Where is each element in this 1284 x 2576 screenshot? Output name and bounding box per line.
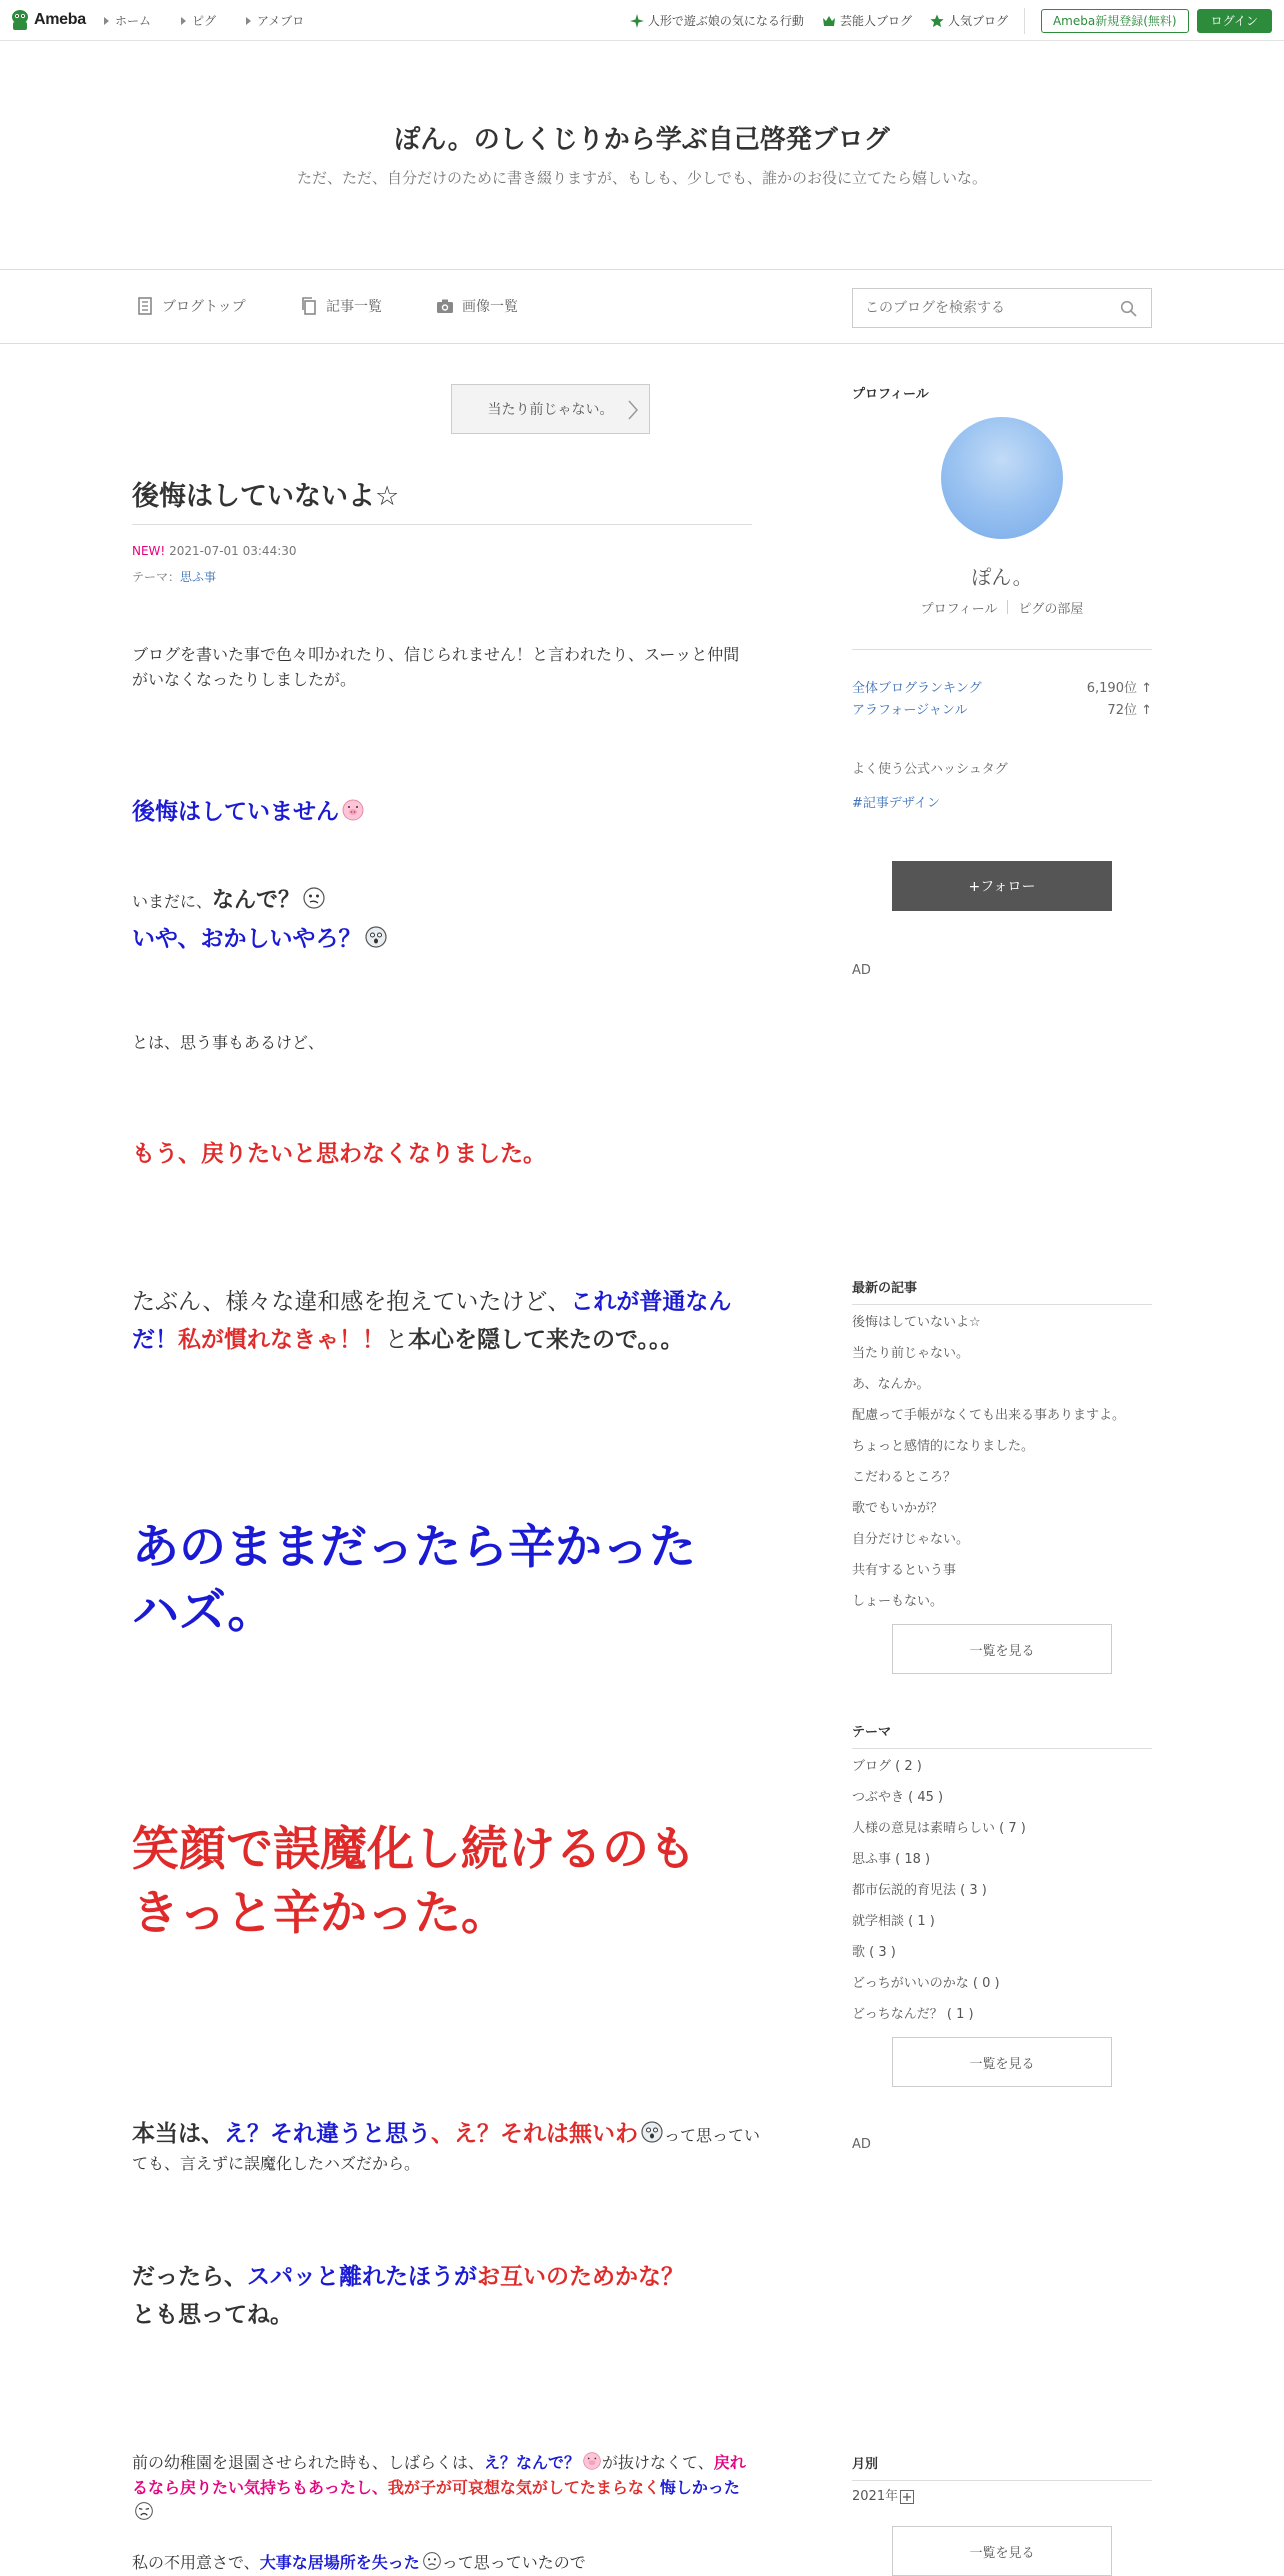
profile-heading — [852, 383, 1152, 402]
hashtag-heading: よく使う公式ハッシュタグ — [852, 762, 1008, 777]
confused-face-emoji-icon — [302, 886, 326, 910]
theme-link[interactable]: 思ふ事 ( 18 ) — [852, 1852, 931, 1867]
nav-pigg[interactable] — [181, 12, 216, 29]
sidebar-heading: プロフィール — [852, 387, 929, 402]
triangle-right-icon — [181, 17, 186, 25]
recent-entry-link[interactable]: あ、なんか。 — [852, 1377, 930, 1392]
profile-link[interactable]: プロフィール — [920, 602, 998, 617]
blog-title-area — [0, 41, 1284, 270]
body-text: が抜けなくて、 — [602, 2453, 714, 2472]
sad-face-emoji-icon — [422, 2551, 442, 2571]
search-icon[interactable] — [1120, 300, 1137, 317]
body-text: 前の幼稚園を退園させられた時も、しばらくは、 — [132, 2453, 485, 2472]
chevron-right-icon — [627, 399, 639, 421]
recent-entry-link[interactable]: こだわるところ？ — [852, 1470, 957, 1485]
blog-description: ただ、ただ、自分だけのために書き綴りますが、もしも、少しでも、誰かのお役に立てたら嬉しいな。 — [296, 169, 987, 187]
body-text-bold: 本当は、 — [132, 2121, 224, 2147]
shocked-face-emoji-icon — [640, 2120, 664, 2144]
ranking-value: 6,190位 ↑ — [1086, 681, 1152, 696]
copy-icon — [300, 297, 318, 315]
recent-entry-link[interactable]: 共有するという事 — [852, 1563, 957, 1578]
previous-entry-button[interactable] — [451, 384, 650, 434]
nav-image-list[interactable] — [436, 296, 518, 316]
ranking-row — [852, 677, 1152, 696]
recent-entry-link[interactable]: 自分だけじゃない。 — [852, 1532, 970, 1547]
previous-entry-label: 当たり前じゃない。 — [487, 402, 614, 418]
popular-blog-label: 人気ブログ — [947, 14, 1008, 28]
blog-title[interactable]: ぽん。のしくじりから学ぶ自己啓発ブログ — [394, 125, 890, 155]
ameba-mascot-icon — [10, 8, 30, 32]
entry-theme — [132, 568, 216, 585]
featured-blog-label: 人形で遊ぶ娘の気になる行動 — [647, 14, 804, 28]
pig-face-emoji-icon — [582, 2451, 602, 2471]
nav-home[interactable] — [104, 12, 151, 29]
triangle-right-icon — [104, 17, 109, 25]
theme-link[interactable]: つぶやき ( 45 ) — [852, 1790, 944, 1805]
entry-datetime: 2021-07-01 03:44:30 — [169, 544, 297, 558]
body-text: って思っていたので — [441, 2553, 586, 2572]
pig-face-emoji-icon — [341, 798, 365, 822]
sidebar-heading: 月別 — [852, 2457, 879, 2472]
sparkle-icon — [630, 14, 644, 28]
body-paragraph — [132, 2450, 752, 2525]
title-divider — [132, 524, 752, 525]
entry-title[interactable]: 後悔はしていないよ☆ — [132, 481, 400, 512]
body-text: とも思ってね。 — [132, 2302, 293, 2328]
body-text: たぶん、様々な違和感を抱えていたけど、 — [132, 1289, 571, 1315]
sidebar-divider — [852, 1304, 1152, 1305]
star-icon — [930, 14, 944, 28]
theme-link[interactable]: 歌 ( 3 ) — [852, 1945, 896, 1960]
body-text-blue: スパッと離れたほうが — [247, 2264, 477, 2290]
body-text: いや、おかしいやろ？ — [132, 926, 362, 952]
ranking-label[interactable]: 全体ブログランキング — [852, 681, 982, 696]
theme-link[interactable]: 思ふ事 — [180, 570, 217, 584]
recent-entry-link[interactable]: 当たり前じゃない。 — [852, 1346, 970, 1361]
camera-icon — [436, 297, 454, 315]
profile-links — [852, 598, 1152, 617]
nav-entry-list-label: 記事一覧 — [326, 299, 382, 315]
search-input[interactable] — [865, 300, 1115, 316]
body-line — [132, 920, 752, 953]
recent-entry-link[interactable]: 後悔はしていないよ☆ — [852, 1315, 981, 1330]
theme-link[interactable]: 人様の意見は素晴らしい ( 7 ) — [852, 1821, 1026, 1836]
body-heading: もう、戻りたいと思わなくなりました。 — [132, 1141, 546, 1167]
body-text: 後悔はしていません — [132, 799, 339, 825]
blog-nav — [0, 270, 1284, 344]
body-paragraph: とは、思う事もあるけど、 — [132, 1033, 325, 1052]
global-header — [0, 0, 1284, 41]
body-text: だったら、 — [132, 2264, 247, 2290]
blog-search — [852, 288, 1152, 328]
body-text-red: お互いのためかな？ — [477, 2264, 684, 2290]
logo-text: Ameba — [34, 11, 86, 28]
ranking-value: 72位 ↑ — [1107, 703, 1152, 718]
body-text-bold: 本心を隠して来たので。。。 — [408, 1327, 684, 1353]
ranking-row — [852, 699, 1152, 718]
body-paragraph — [132, 2120, 762, 2178]
hero-text: 笑顔で誤魔化し続けるのもきっと辛かった。 — [132, 1822, 696, 1941]
body-paragraph — [132, 2258, 762, 2334]
celebrity-blog-link[interactable] — [822, 12, 912, 29]
archive-year[interactable] — [852, 2481, 1152, 2512]
body-heading — [132, 793, 752, 826]
register-button[interactable]: Ameba新規登録(無料) — [1041, 9, 1189, 33]
body-text-red: え？それは無いわ — [454, 2121, 638, 2147]
expand-plus-icon[interactable] — [900, 2490, 914, 2504]
body-text: って思っていても、言えずに誤魔化したハズだから。 — [132, 2126, 761, 2173]
ad-label: AD — [852, 963, 871, 978]
nav-label: ホーム — [115, 14, 152, 28]
avatar[interactable] — [941, 417, 1063, 539]
hashtag-link[interactable]: #記事デザイン — [852, 796, 940, 811]
ad-label: AD — [852, 2137, 871, 2152]
ameba-logo[interactable] — [10, 8, 86, 32]
monthly-more-button[interactable]: 一覧を見る — [892, 2526, 1112, 2576]
new-badge: NEW! — [132, 544, 166, 558]
featured-blog-link[interactable] — [630, 12, 804, 29]
theme-link[interactable]: 就学相談 ( 1 ) — [852, 1914, 935, 1929]
popular-blog-link[interactable] — [930, 12, 1008, 29]
recent-entry-link[interactable]: 配慮って手帳がなくても出来る事ありますよ。 — [852, 1408, 1126, 1423]
follow-button[interactable]: +フォロー — [892, 861, 1112, 911]
body-text-blue: これが普通なんだ！ — [132, 1289, 732, 1353]
sidebar-heading: テーマ — [852, 1725, 892, 1740]
crying-face-emoji-icon — [134, 2501, 154, 2521]
hero-text: あのままだったら辛かったハズ。 — [132, 1520, 696, 1639]
pigg-room-link[interactable]: ピグの部屋 — [1018, 602, 1084, 617]
login-button[interactable]: ログイン — [1197, 9, 1272, 33]
theme-link[interactable]: どっちがいいのかな ( 0 ) — [852, 1976, 1000, 1991]
entry-meta — [132, 544, 297, 558]
nav-blog-top[interactable] — [136, 296, 246, 316]
body-paragraph: ブログを書いた事で色々叩かれたり、信じられません！と言われたり、スーッと仲間がいなくなったりしましたが。 — [132, 645, 740, 689]
body-text-emphasis: なんで？ — [212, 888, 301, 913]
body-text: いまだに、 — [132, 892, 213, 911]
nav-image-list-label: 画像一覧 — [462, 299, 518, 315]
recent-entry-link[interactable]: しょーもない。 — [852, 1594, 944, 1609]
body-line — [132, 883, 752, 914]
theme-link[interactable]: どっちなんだ？ ( 1 ) — [852, 2007, 974, 2022]
crown-icon — [822, 14, 836, 28]
body-paragraph — [132, 2550, 752, 2575]
theme-link[interactable]: ブログ ( 2 ) — [852, 1759, 922, 1774]
monthly-archive — [852, 2453, 1152, 2576]
body-text-blue: え？なんで？ — [484, 2453, 581, 2472]
sidebar-divider — [852, 1748, 1152, 1749]
nav-blog-top-label: ブログトップ — [162, 299, 246, 315]
theme-prefix: テーマ： — [132, 570, 181, 584]
triangle-right-icon — [246, 17, 251, 25]
recent-more-button[interactable]: 一覧を見る — [892, 1624, 1112, 1674]
recent-entries — [852, 1277, 1152, 1674]
body-text: 私の不用意さで、 — [132, 2553, 260, 2572]
theme-link[interactable]: 都市伝説的育児法 ( 3 ) — [852, 1883, 987, 1898]
body-text: と — [385, 1327, 408, 1353]
ranking-label[interactable]: アラフォージャンル — [852, 703, 968, 718]
document-icon — [136, 297, 154, 315]
header-divider — [1024, 8, 1025, 34]
recent-entry-link[interactable]: ちょっと感情的になりました。 — [852, 1439, 1035, 1454]
shocked-face-emoji-icon — [364, 925, 388, 949]
header-right — [612, 0, 1272, 41]
recent-entry-link[interactable]: 歌でもいかが？ — [852, 1501, 944, 1516]
sidebar-divider — [852, 649, 1152, 650]
global-nav — [104, 0, 334, 41]
body-text-blue: 大事な居場所を失った — [259, 2553, 420, 2572]
body-text-red: 我が子が可哀想な気がしてたまらなく — [387, 2478, 660, 2497]
archive-year-label: 2021年 — [852, 2489, 899, 2504]
theme-more-button[interactable]: 一覧を見る — [892, 2037, 1112, 2087]
body-text-blue: え？それ違うと思う — [224, 2121, 431, 2147]
celebrity-blog-label: 芸能人ブログ — [839, 14, 912, 28]
profile-name[interactable]: ぽん。 — [971, 565, 1033, 589]
nav-label: ピグ — [192, 14, 217, 28]
nav-label: アメブロ — [257, 14, 305, 28]
theme-list — [852, 1721, 1152, 2087]
body-text-red: 、 — [431, 2121, 454, 2147]
body-text-blue: 悔しかった — [659, 2478, 740, 2497]
sidebar-heading: 最新の記事 — [852, 1281, 918, 1296]
body-paragraph — [132, 1283, 762, 1359]
nav-entry-list[interactable] — [300, 296, 382, 316]
nav-ameblo[interactable] — [246, 12, 304, 29]
body-text-pink: 戻れるなら戻りたい気持ちもあったし、 — [132, 2453, 746, 2497]
body-text-red: 私が慣れなきゃ！！ — [178, 1327, 385, 1353]
